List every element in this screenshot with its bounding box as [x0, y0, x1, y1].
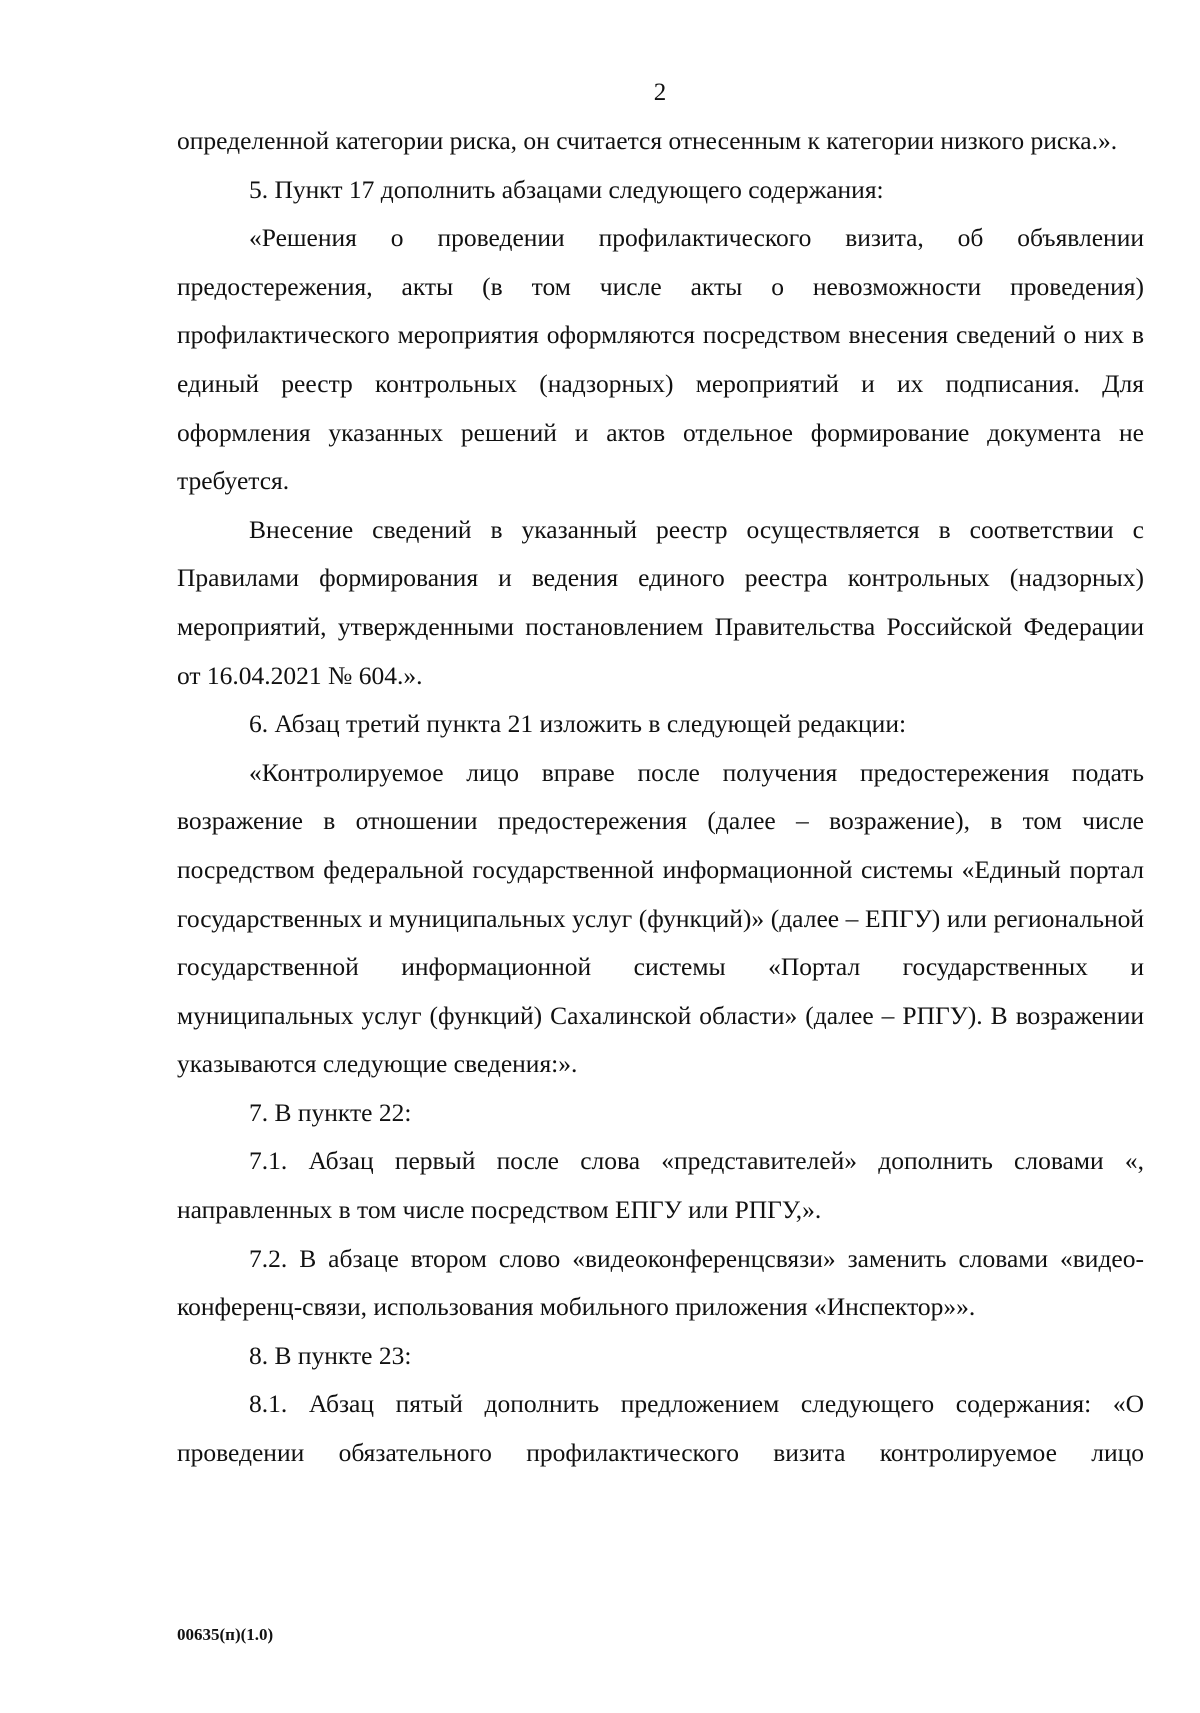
paragraph-registry: Внесение сведений в указанный реестр осуществляется в соответствии с Правилами формирования и ведения единого реестра контрольных (надзорных) мероприятий, утвержденными постановлением Правительства Российской Федерации от 16.04.2021 № 604.».: [177, 514, 1144, 690]
paragraph-item-8-1: 8.1. Абзац пятый дополнить предложением следующего содержания: «О проведении обязательного профилактического визита контролируемое лицо: [177, 1389, 1144, 1468]
paragraph-quote-decisions: «Решения о проведении профилактического визита, об объявлении предостережения, акты (в том числе акты о невозможности проведения) профилактического мероприятия оформляются посредством внесения сведений о них в единый реестр контрольных (надзорных) мероприятий и их подписания. Для оформления указанных решений и актов отдельное формирование документа не требуется.: [177, 223, 1144, 496]
paragraph-item-6: 6. Абзац третий пункта 21 изложить в следующей редакции:: [249, 709, 907, 739]
document-code: 00635(п)(1.0): [177, 1625, 274, 1644]
document-body: [177, 117, 1144, 1478]
paragraph-item-7-1: 7.1. Абзац первый после слова «представителей» дополнить словами «, направленных в том числе посредством ЕПГУ или РПГУ,».: [177, 1146, 1144, 1225]
paragraph-item-8: 8. В пункте 23:: [249, 1340, 412, 1370]
page-number: 2: [653, 79, 667, 106]
paragraph-quote-objection: «Контролируемое лицо вправе после получения предостережения подать возражение в отношении предостережения (далее – возражение), в том числе посредством федеральной государственной информационной системы «Единый портал государственных и муниципальных услуг (функций)» (далее – ЕПГУ) или региональной государственной информационной системы «Портал государственных и муниципальных услуг (функций) Сахалинской области» (далее – РПГУ). В возражении указываются следующие сведения:».: [177, 757, 1144, 1079]
paragraph-item-7: 7. В пункте 22:: [249, 1097, 412, 1127]
paragraph-continuation: определенной категории риска, он считается отнесенным к категории низкого риска.».: [177, 126, 1118, 155]
paragraph-item-7-2: 7.2. В абзаце втором слово «видеоконференцсвязи» заменить словами «видео-конференц-связи, использования мобильного приложения «Инспектор»».: [177, 1243, 1144, 1322]
paragraph-item-5: 5. Пункт 17 дополнить абзацами следующего содержания:: [249, 174, 884, 204]
